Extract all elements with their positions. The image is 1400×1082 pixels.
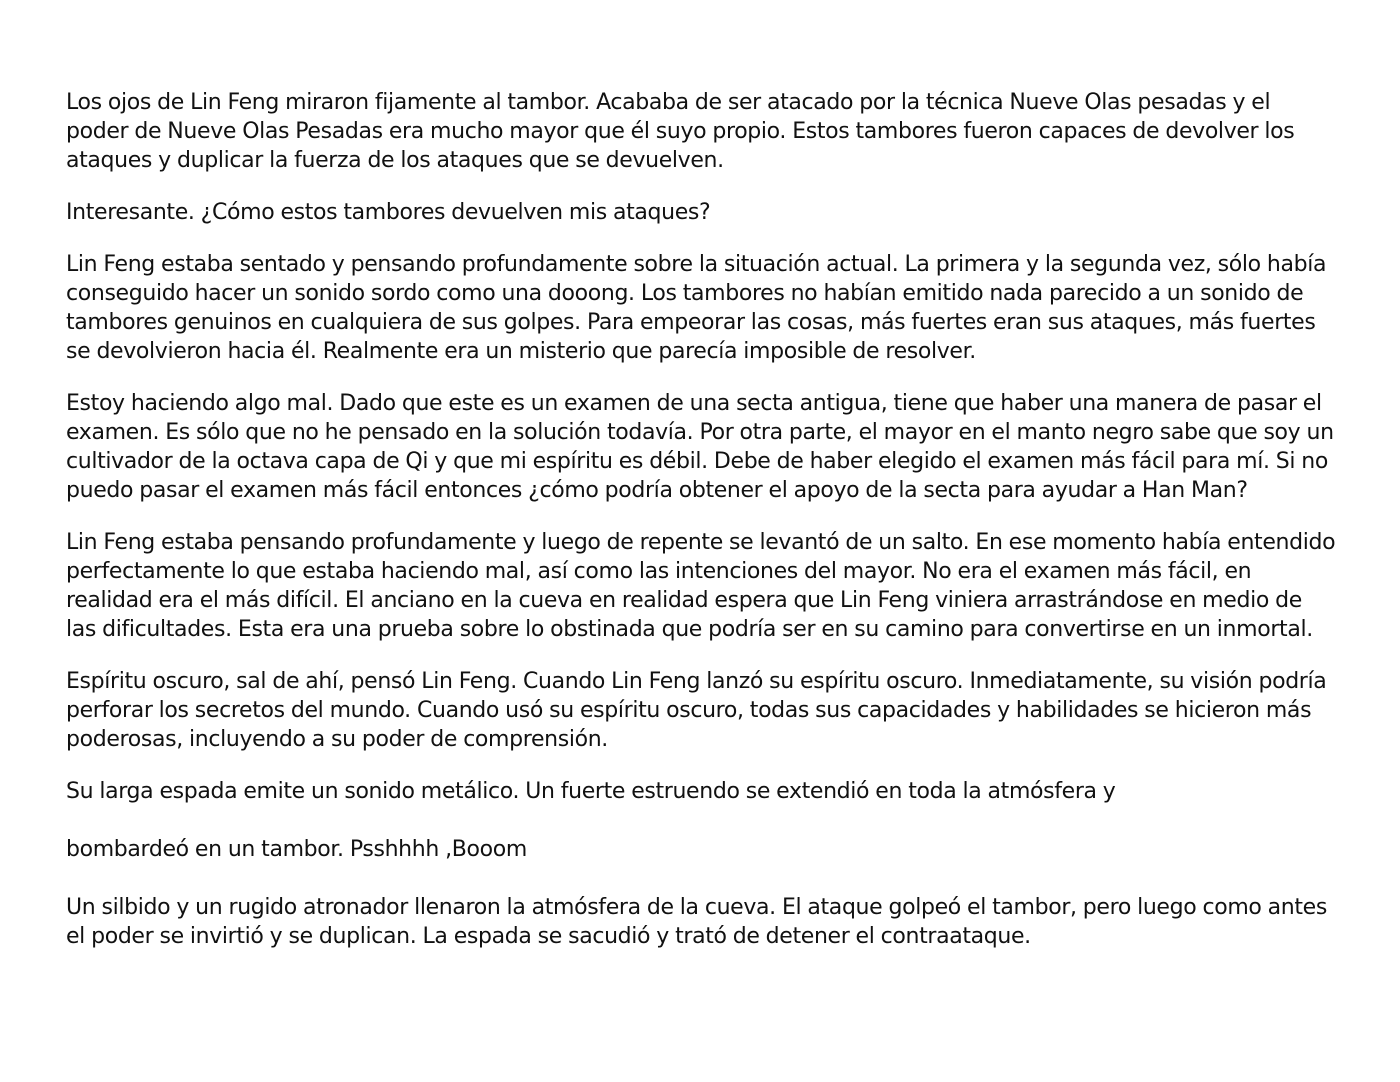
paragraph-6: Espíritu oscuro, sal de ahí, pensó Lin Feng. Cuando Lin Feng lanzó su espíritu oscuro. Inmediatamente, su visión podría perforar los secretos del mundo. Cuando usó su espíritu oscuro, todas sus capacidades y habilidades se hicieron más poderosas, incluyendo a su poder de comprensión. <box>66 669 1327 752</box>
paragraph-2: Interesante. ¿Cómo estos tambores devuelven mis ataques? <box>66 200 711 225</box>
paragraph-9: Un silbido y un rugido atronador llenaron la atmósfera de la cueva. El ataque golpeó el tambor, pero luego como antes el poder se invirtió y se duplican. La espada se sacudió y trató de detener el contraataque. <box>66 895 1327 949</box>
paragraph-5: Lin Feng estaba pensando profundamente y luego de repente se levantó de un salto. En ese momento había entendido perfectamente lo que estaba haciendo mal, así como las intenciones del mayor. No era el examen más fácil, en realidad era el más difícil. El anciano en la cueva en realidad espera que Lin Feng viniera arrastrándose en medio de las dificultades. Esta era una prueba sobre lo obstinada que podría ser en su camino para convertirse en un inmortal. <box>66 530 1336 642</box>
paragraph-4: Estoy haciendo algo mal. Dado que este es un examen de una secta antigua, tiene que haber una manera de pasar el examen. Es sólo que no he pensado en la solución todavía. Por otra parte, el mayor en el manto negro sabe que soy un cultivador de la octava capa de Qi y que mi espíritu es débil. Debe de haber elegido el examen más fácil para mí. Si no puedo pasar el examen más fácil entonces ¿cómo podría obtener el apoyo de la secta para ayudar a Han Man? <box>66 391 1334 503</box>
paragraph-8: bombardeó en un tambor. Psshhhh ,Booom <box>66 837 527 862</box>
paragraph-3: Lin Feng estaba sentado y pensando profundamente sobre la situación actual. La primera y la segunda vez, sólo había conseguido hacer un sonido sordo como una dooong. Los tambores no habían emitido nada parecido a un sonido de tambores genuinos en cualquiera de sus golpes. Para empeorar las cosas, más fuertes eran sus ataques, más fuertes se devolvieron hacia él. Realmente era un misterio que parecía imposible de resolver. <box>66 252 1327 364</box>
document-page <box>66 88 1336 951</box>
paragraph-7: Su larga espada emite un sonido metálico. Un fuerte estruendo se extendió en toda la atmósfera y <box>66 779 1116 804</box>
paragraph-1: Los ojos de Lin Feng miraron fijamente al tambor. Acababa de ser atacado por la técnica Nueve Olas pesadas y el poder de Nueve Olas Pesadas era mucho mayor que él suyo propio. Estos tambores fueron capaces de devolver los ataques y duplicar la fuerza de los ataques que se devuelven. <box>66 90 1295 173</box>
